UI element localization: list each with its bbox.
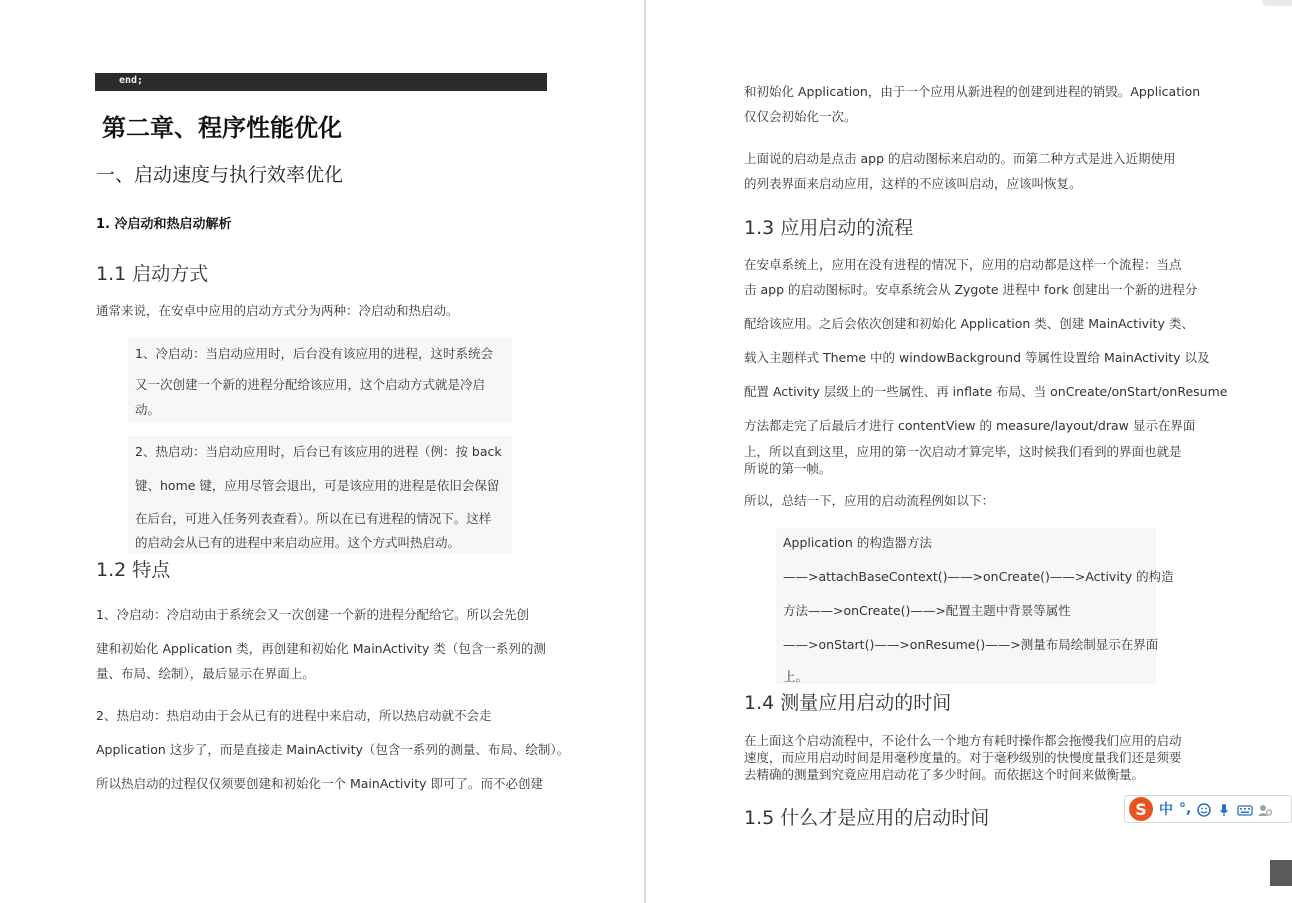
paragraph-line: 所以，总结一下，应用的启动流程例如以下： xyxy=(744,493,995,508)
feature-cold-line: 量、布局、绘制），最后显示在界面上。 xyxy=(96,666,315,681)
cold-start-line: 动。 xyxy=(135,402,161,417)
paragraph-line: 方法都走完了后最后才进行 contentView 的 measure/layout/draw 显示在界面 xyxy=(744,418,1196,433)
paragraph-line: 去精确的测量到究竟应用启动花了多少时间。而依据这个时间来做衡量。 xyxy=(744,767,1145,782)
heading-1-1: 1.1 启动方式 xyxy=(96,263,209,285)
code-line: end; xyxy=(119,75,144,86)
paragraph-line: 和初始化 Application，由于一个应用从新进程的创建到进程的销毁。Application xyxy=(744,84,1201,99)
subsection-numbered-title: 1. 冷启动和热启动解析 xyxy=(96,217,232,232)
paragraph-line: 击 app 的启动图标时。安卓系统会从 Zygote 进程中 fork 创建出一个新的进程分 xyxy=(744,282,1198,297)
feature-hot-line: Application 这步了，而是直接走 MainActivity（包含一系列的测量、布局、绘制）。 xyxy=(96,742,570,757)
cold-start-line: 又一次创建一个新的进程分配给该应用，这个启动方式就是冷启 xyxy=(135,377,486,392)
cold-start-line: 1、冷启动：当启动应用时，后台没有该应用的进程，这时系统会 xyxy=(135,346,493,361)
paragraph-line: 在安卓系统上，应用在没有进程的情况下，应用的启动都是这样一个流程：当点 xyxy=(744,257,1182,272)
feature-hot-line: 2、热启动：热启动由于会从已有的进程中来启动，所以热启动就不会走 xyxy=(96,708,492,723)
paragraph-line: 所说的第一帧。 xyxy=(744,461,832,476)
hot-start-line: 键、home 键，应用尽管会退出，可是该应用的进程是依旧会保留 xyxy=(135,478,500,493)
user-settings-icon[interactable] xyxy=(1257,802,1271,816)
hot-start-line: 的启动会从已有的进程中来启动应用。这个方式叫热启动。 xyxy=(135,535,461,550)
flow-line: ——>onStart()——>onResume()——>测量布局绘制显示在界面 xyxy=(783,637,1159,652)
paragraph-line: 在上面这个启动流程中，不论什么一个地方有耗时操作都会拖慢我们应用的启动 xyxy=(744,733,1182,748)
sogou-logo-icon[interactable]: S xyxy=(1129,797,1153,821)
paragraph-line: 速度，而应用启动时间是用毫秒度量的。对于毫秒级别的快慢度量我们还是须要 xyxy=(744,750,1182,765)
flow-line: 上。 xyxy=(783,669,809,684)
smile-icon[interactable] xyxy=(1197,802,1211,816)
hot-start-line: 在后台，可进入任务列表查看）。所以在已有进程的情况下。这样 xyxy=(135,511,492,526)
microphone-icon[interactable] xyxy=(1217,802,1231,816)
keyboard-icon[interactable] xyxy=(1237,802,1251,816)
paragraph-line: 仅仅会初始化一次。 xyxy=(744,109,857,124)
heading-1-3: 1.3 应用启动的流程 xyxy=(744,217,914,239)
paragraph-line: 上面说的启动是点击 app 的启动图标来启动的。而第二种方式是进入近期使用 xyxy=(744,151,1176,166)
paragraph-line: 载入主题样式 Theme 中的 windowBackground 等属性设置给 MainActivity 以及 xyxy=(744,350,1210,365)
flow-line: ——>attachBaseContext()——>onCreate()——>Activity 的构造 xyxy=(783,569,1174,584)
chapter-title: 第二章、程序性能优化 xyxy=(102,114,342,142)
section-title: 一、启动速度与执行效率优化 xyxy=(96,164,344,186)
ime-punctuation-toggle[interactable]: °, xyxy=(1179,801,1192,817)
feature-cold-line: 1、冷启动：冷启动由于系统会又一次创建一个新的进程分配给它。所以会先创 xyxy=(96,607,529,622)
flow-line: Application 的构造器方法 xyxy=(783,535,932,550)
heading-1-4: 1.4 测量应用启动的时间 xyxy=(744,692,952,714)
resize-grip[interactable] xyxy=(1270,860,1292,886)
paragraph-line: 配置 Activity 层级上的一些属性、再 inflate 布局、当 onCreate/onStart/onResume xyxy=(744,384,1228,399)
heading-1-2: 1.2 特点 xyxy=(96,559,171,581)
paragraph-line: 上，所以直到这里，应用的第一次启动才算完毕，这时候我们看到的界面也就是 xyxy=(744,444,1182,459)
code-block xyxy=(95,73,547,91)
window-corner xyxy=(1262,0,1292,6)
heading-1-5: 1.5 什么才是应用的启动时间 xyxy=(744,807,990,829)
feature-hot-line: 所以热启动的过程仅仅须要创建和初始化一个 MainActivity 即可了。而不必创建 xyxy=(96,776,544,791)
flow-line: 方法——>onCreate()——>配置主题中背景等属性 xyxy=(783,603,1071,618)
ime-toolbar[interactable] xyxy=(1124,795,1292,823)
paragraph-line: 配给该应用。之后会依次创建和初始化 Application 类、创建 MainActivity 类、 xyxy=(744,316,1194,331)
feature-cold-line: 建和初始化 Application 类，再创建和初始化 MainActivity 类（包含一系列的测 xyxy=(96,641,546,656)
ime-language-toggle[interactable]: 中 xyxy=(1159,802,1173,818)
paragraph-intro: 通常来说，在安卓中应用的启动方式分为两种：冷启动和热启动。 xyxy=(96,303,459,318)
paragraph-line: 的列表界面来启动应用，这样的不应该叫启动，应该叫恢复。 xyxy=(744,176,1082,191)
hot-start-line: 2、热启动：当启动应用时，后台已有该应用的进程（例：按 back xyxy=(135,444,502,459)
